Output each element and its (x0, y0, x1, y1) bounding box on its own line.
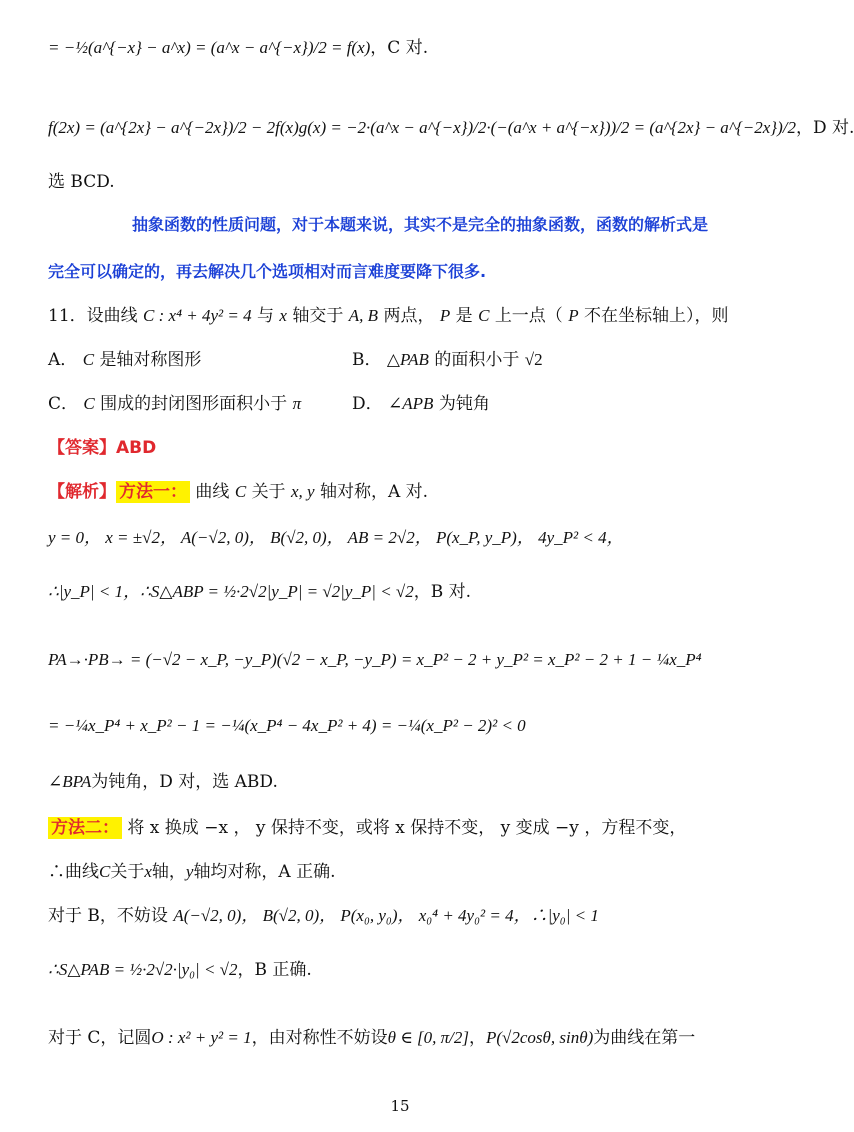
m2-l2-a: ∴曲线 (48, 862, 99, 882)
m2-l5-a: 对于 C，记圆 (48, 1028, 152, 1048)
m2-l2-var-y: y (185, 862, 194, 881)
option-a-label: A． (48, 350, 78, 370)
note-line-2 (48, 260, 770, 284)
choose-line (48, 170, 770, 194)
option-c (48, 392, 301, 416)
method-2-label: 方法二： (48, 817, 122, 839)
q-text-a: 设曲线 (86, 306, 138, 326)
option-a-text: 是轴对称图形 (99, 350, 202, 370)
m2-l5-c: ， (469, 1028, 486, 1048)
choose-text: 选 BCD. (48, 172, 115, 192)
m2-l5-theta: θ ∈ [0, π/2] (387, 1028, 469, 1047)
m2-l2-var-c: C (99, 862, 111, 881)
m1-text-b: 关于 (251, 482, 286, 502)
m2-l3-math: A(−√2, 0)， B(√2, 0)， P(x₀, y₀)， x₀⁴ + 4y₀² = 4，∴|y₀| < 1 (173, 906, 599, 925)
q-text-f: 上一点（ (494, 306, 563, 326)
q-var-p: P (439, 306, 451, 325)
option-d-label: D． (352, 394, 383, 414)
analysis-line (48, 480, 770, 504)
m2-l5-b: ，由对称性不妨设 (251, 1028, 388, 1048)
note-line-1 (132, 213, 770, 237)
note-text-2: 完全可以确定的，再去解决几个选项相对而言难度要降下很多. (48, 262, 487, 281)
eq2-tail: ，D 对. (795, 118, 854, 138)
step-3-math: PA→·PB→ = (−√2 − x_P, −y_P)(√2 − x_P, −y_P) = x_P² − 2 + y_P² = x_P² − 2 + 1 − ¼x_P⁴ (48, 650, 702, 669)
step-4 (48, 714, 770, 738)
option-b-value: √2 (524, 350, 543, 369)
step-2 (48, 580, 770, 604)
m1-var-c: C (234, 482, 247, 501)
q-text-g: 不在坐标轴上），则 (584, 306, 729, 326)
m2-l2-d: 轴均对称，A 正确. (193, 862, 336, 882)
step-4-math: = −¼x_P⁴ + x_P² − 1 = −¼(x_P⁴ − 4x_P² + 4) = −¼(x_P² − 2)² < 0 (48, 716, 526, 735)
method-2-line-4 (48, 958, 770, 982)
option-d (352, 392, 490, 416)
method-2-line-3 (48, 904, 770, 928)
m2-l4-math: ∴S△PAB = ½·2√2·|y₀| < √2 (48, 960, 238, 979)
step-2-tail: ，B 对. (413, 582, 472, 602)
m2-l5-circle: O : x² + y² = 1 (151, 1028, 252, 1047)
q-text-b: 与 (257, 306, 274, 326)
option-b (352, 348, 543, 372)
answer-label: 【答案】 (48, 438, 116, 458)
method-2-line-2 (48, 860, 770, 884)
option-d-text: 为钝角 (438, 394, 490, 414)
step-5 (48, 770, 770, 794)
m2-l5-d: 为曲线在第一 (593, 1028, 696, 1048)
option-c-value: π (292, 394, 302, 413)
math-eq2: f(2x) = (a^{2x} − a^{−2x})/2 − 2f(x)g(x) = −2·(a^x − a^{−x})/2·(−(a^x + a^{−x}))/2 = (a^{2x} − a^{−2x})/2 (48, 118, 796, 137)
answer-line (48, 436, 770, 460)
math-eq1: = −½(a^{−x} − a^x) = (a^x − a^{−x})/2 = f(x) (48, 38, 371, 57)
eq1-tail: ，C 对. (370, 38, 429, 58)
q-text-d: 两点， (383, 306, 435, 326)
m1-text-a: 曲线 (195, 482, 230, 502)
step-1-math: y = 0， x = ±√2， A(−√2, 0)， B(√2, 0)， AB = 2√2， P(x_P, y_P)， 4y_P² < 4， (48, 528, 624, 547)
m2-l2-c: 轴， (151, 862, 186, 882)
m1-var-xy: x, y (290, 482, 315, 501)
option-b-text: 的面积小于 (434, 350, 520, 370)
q-var-x: x (279, 306, 287, 325)
option-b-math: △PAB (386, 350, 429, 369)
option-c-label: C． (48, 394, 79, 414)
step-5-text: 为钝角，D 对，选 ABD. (91, 772, 278, 792)
q-var-c: C (478, 306, 490, 325)
m2-l5-point: P(√2cosθ, sinθ) (486, 1028, 594, 1047)
option-b-label: B． (352, 350, 382, 370)
option-c-var: C (83, 394, 95, 413)
question-11 (48, 304, 770, 328)
option-d-math: ∠APB (388, 394, 434, 413)
option-c-text: 围成的封闭图形面积小于 (100, 394, 288, 414)
step-5-math: ∠BPA (48, 772, 92, 791)
step-2-math: ∴|y_P| < 1，∴S△ABP = ½·2√2|y_P| = √2|y_P| < √2 (48, 582, 414, 601)
option-a (48, 348, 201, 372)
method-2-text: 将 x 换成 −x ， y 保持不变，或将 x 保持不变， y 变成 −y ，方程不变， (127, 818, 687, 838)
m1-text-c: 轴对称，A 对. (319, 482, 429, 502)
page-number: 15 (390, 1097, 410, 1115)
q-var-ab: A, B (348, 306, 379, 325)
m2-l3-a: 对于 B，不妨设 (48, 906, 168, 926)
q-curve-eq: C : x⁴ + 4y² = 4 (143, 306, 252, 325)
option-a-var: C (82, 350, 95, 369)
m2-l2-b: 关于 (110, 862, 145, 882)
method-1-label: 方法一： (116, 481, 190, 503)
equation-line-1 (48, 36, 770, 60)
m2-l4-tail: ，B 正确. (237, 960, 312, 980)
equation-line-2 (48, 116, 854, 140)
analysis-label: 【解析】 (48, 482, 116, 502)
method-2-line (48, 816, 770, 840)
method-2-line-5 (48, 1026, 770, 1050)
step-3 (48, 648, 770, 672)
step-1 (48, 526, 770, 550)
m2-l2-var-x: x (144, 862, 152, 881)
note-text-1: 抽象函数的性质问题，对于本题来说，其实不是完全的抽象函数，函数的解析式是 (132, 215, 709, 234)
q-var-p2: P (568, 306, 579, 325)
answer-value: ABD (116, 438, 157, 458)
q-text-e: 是 (455, 306, 473, 326)
question-number: 11． (48, 306, 87, 326)
q-text-c: 轴交于 (292, 306, 344, 326)
